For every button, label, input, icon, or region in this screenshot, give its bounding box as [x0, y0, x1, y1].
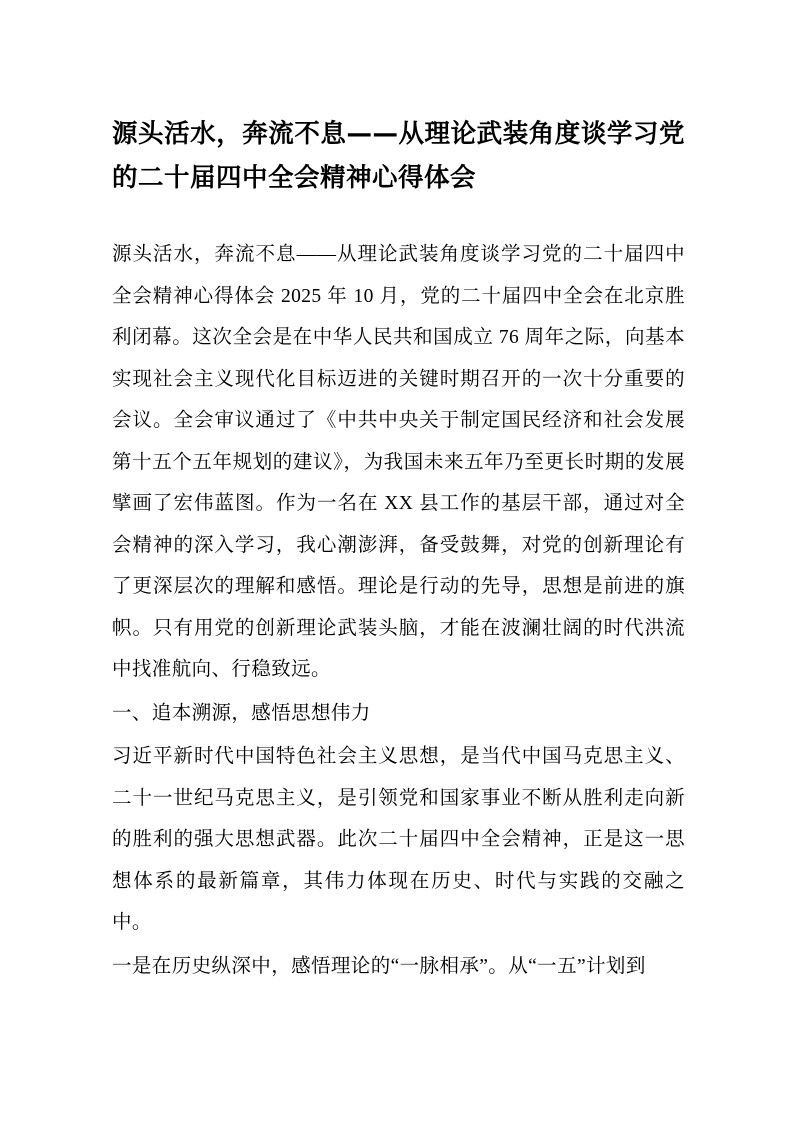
document-body — [112, 234, 685, 987]
section-heading: 一、追本溯源，感悟思想伟力 — [112, 702, 371, 724]
paragraph: 一是在历史纵深中，感悟理论的“一脉相承”。从“一五”计划到 — [112, 955, 646, 977]
page-title: 源头活水，奔流不息——从理论武装角度谈学习党的二十届四中全会精神心得体会 — [112, 119, 685, 193]
paragraph: 习近平新时代中国特色社会主义思想，是当代中国马克思主义、二十一世纪马克思主义，是引领党和国家事业不断从胜利走向新的胜利的强大思想武器。此次二十届四中全会精神，正是这一思想体系的最新篇章，其伟力体现在历史、时代与实践的交融之中。 — [112, 746, 685, 933]
paragraph: 源头活水，奔流不息——从理论武装角度谈学习党的二十届四中全会精神心得体会 2025 年 10 月，党的二十届四中全会在北京胜利闭幕。这次全会是在中华人民共和国成立 76 周年之际，向基本实现社会主义现代化目标迈进的关键时期召开的一次十分重要的会议。全会审议通过了《中共中央关于制定国民经济和社会发展第十五个五年规划的建议》，为我国未来五年乃至更长时期的发展擘画了宏伟蓝图。作为一名在 XX 县工作的基层干部，通过对全会精神的深入学习，我心潮澎湃，备受鼓舞，对党的创新理论有了更深层次的理解和感悟。理论是行动的先导，思想是前进的旗帜。只有用党的创新理论武装头脑，才能在波澜壮阔的时代洪流中找准航向、行稳致远。 — [112, 244, 685, 680]
